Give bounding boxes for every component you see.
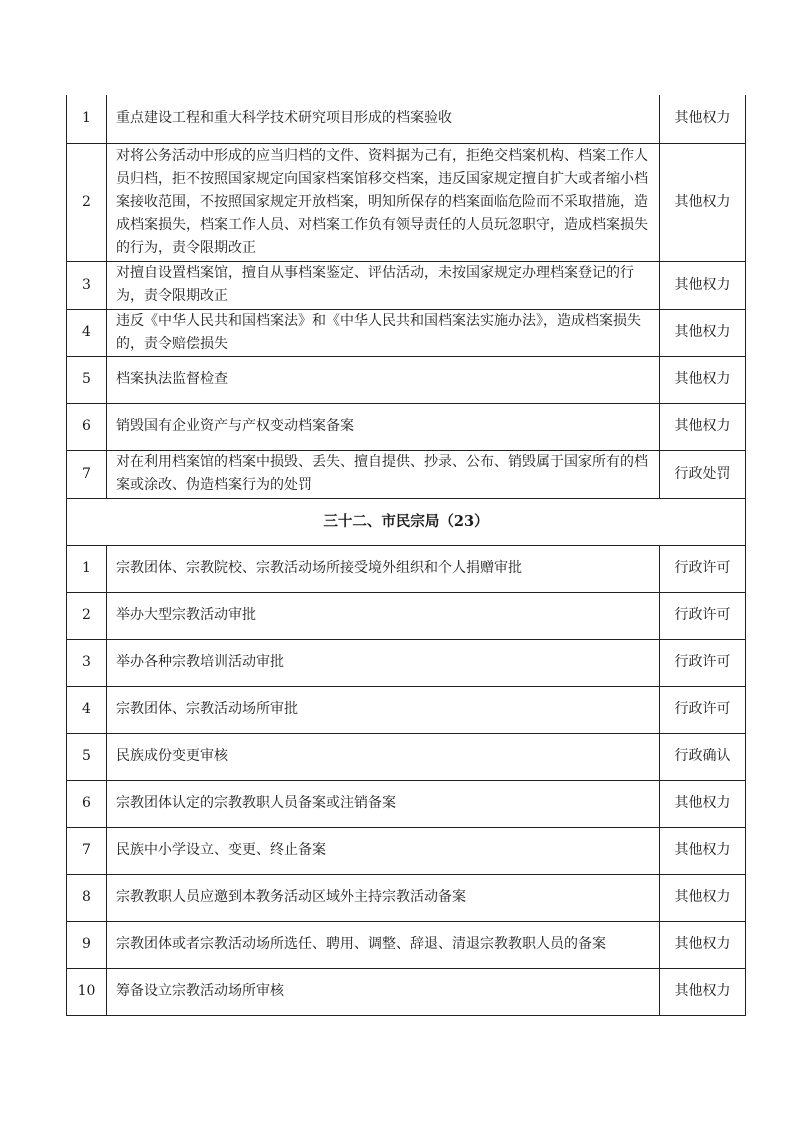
row-number: 3 — [67, 261, 107, 309]
item-name: 重点建设工程和重大科学技术研究项目形成的档案验收 — [107, 95, 660, 143]
power-type: 其他权力 — [660, 261, 746, 309]
item-name: 宗教团体认定的宗教教职人员备案或注销备案 — [107, 780, 660, 827]
table-row — [67, 261, 746, 309]
power-type: 行政许可 — [660, 639, 746, 686]
table-row — [67, 545, 746, 592]
row-number: 5 — [67, 356, 107, 403]
table-row — [67, 592, 746, 639]
row-number: 1 — [67, 95, 107, 143]
power-type: 其他权力 — [660, 309, 746, 356]
row-number: 6 — [67, 403, 107, 450]
table-row — [67, 403, 746, 450]
table-row — [67, 733, 746, 780]
row-number: 5 — [67, 733, 107, 780]
power-type: 行政许可 — [660, 686, 746, 733]
item-name: 宗教团体、宗教院校、宗教活动场所接受境外组织和个人捐赠审批 — [107, 545, 660, 592]
row-number: 2 — [67, 143, 107, 261]
item-name: 宗教团体或者宗教活动场所选任、聘用、调整、辞退、清退宗教教职人员的备案 — [107, 921, 660, 968]
row-number: 1 — [67, 545, 107, 592]
row-number: 4 — [67, 686, 107, 733]
power-type: 其他权力 — [660, 403, 746, 450]
item-name: 宗教教职人员应邀到本教务活动区域外主持宗教活动备案 — [107, 874, 660, 921]
power-type: 其他权力 — [660, 827, 746, 874]
table-row — [67, 356, 746, 403]
table-row — [67, 143, 746, 261]
table-row — [67, 686, 746, 733]
power-type: 其他权力 — [660, 356, 746, 403]
table-row — [67, 639, 746, 686]
item-name: 举办各种宗教培训活动审批 — [107, 639, 660, 686]
item-name: 对在利用档案馆的档案中损毁、丢失、擅自提供、抄录、公布、销毁属于国家所有的档案或涂改、伪造档案行为的处罚 — [107, 450, 660, 498]
table-row — [67, 968, 746, 1015]
table-row — [67, 780, 746, 827]
item-name: 对擅自设置档案馆，擅自从事档案鉴定、评估活动，未按国家规定办理档案登记的行为，责令限期改正 — [107, 261, 660, 309]
item-name: 销毁国有企业资产与产权变动档案备案 — [107, 403, 660, 450]
table-row — [67, 874, 746, 921]
power-type: 其他权力 — [660, 780, 746, 827]
row-number: 7 — [67, 827, 107, 874]
power-type: 其他权力 — [660, 143, 746, 261]
power-type: 其他权力 — [660, 874, 746, 921]
table-row — [67, 827, 746, 874]
table-row — [67, 450, 746, 498]
section-title: 三十二、市民宗局（23） — [67, 498, 746, 545]
row-number: 2 — [67, 592, 107, 639]
table-row — [67, 95, 746, 143]
table-row — [67, 309, 746, 356]
row-number: 9 — [67, 921, 107, 968]
power-type: 行政许可 — [660, 545, 746, 592]
item-name: 筹备设立宗教活动场所审核 — [107, 968, 660, 1015]
item-name: 民族成份变更审核 — [107, 733, 660, 780]
power-type: 其他权力 — [660, 95, 746, 143]
item-name: 宗教团体、宗教活动场所审批 — [107, 686, 660, 733]
section-heading-row — [67, 498, 746, 545]
power-type: 其他权力 — [660, 921, 746, 968]
row-number: 10 — [67, 968, 107, 1015]
row-number: 3 — [67, 639, 107, 686]
power-type: 其他权力 — [660, 968, 746, 1015]
row-number: 4 — [67, 309, 107, 356]
row-number: 7 — [67, 450, 107, 498]
item-name: 举办大型宗教活动审批 — [107, 592, 660, 639]
item-name: 档案执法监督检查 — [107, 356, 660, 403]
item-name: 民族中小学设立、变更、终止备案 — [107, 827, 660, 874]
power-type: 行政确认 — [660, 733, 746, 780]
power-list-table — [66, 95, 746, 1016]
table-row — [67, 921, 746, 968]
item-name: 违反《中华人民共和国档案法》和《中华人民共和国档案法实施办法》，造成档案损失的，责令赔偿损失 — [107, 309, 660, 356]
power-type: 行政许可 — [660, 592, 746, 639]
row-number: 8 — [67, 874, 107, 921]
power-type: 行政处罚 — [660, 450, 746, 498]
row-number: 6 — [67, 780, 107, 827]
item-name: 对将公务活动中形成的应当归档的文件、资料据为己有，拒绝交档案机构、档案工作人员归档，拒不按照国家规定向国家档案馆移交档案，违反国家规定擅自扩大或者缩小档案接收范围，不按照国家规定开放档案，明知所保存的档案面临危险而不采取措施，造成档案损失，档案工作人员、对档案工作负有领导责任的人员玩忽职守，造成档案损失的行为，责令限期改正 — [107, 143, 660, 261]
